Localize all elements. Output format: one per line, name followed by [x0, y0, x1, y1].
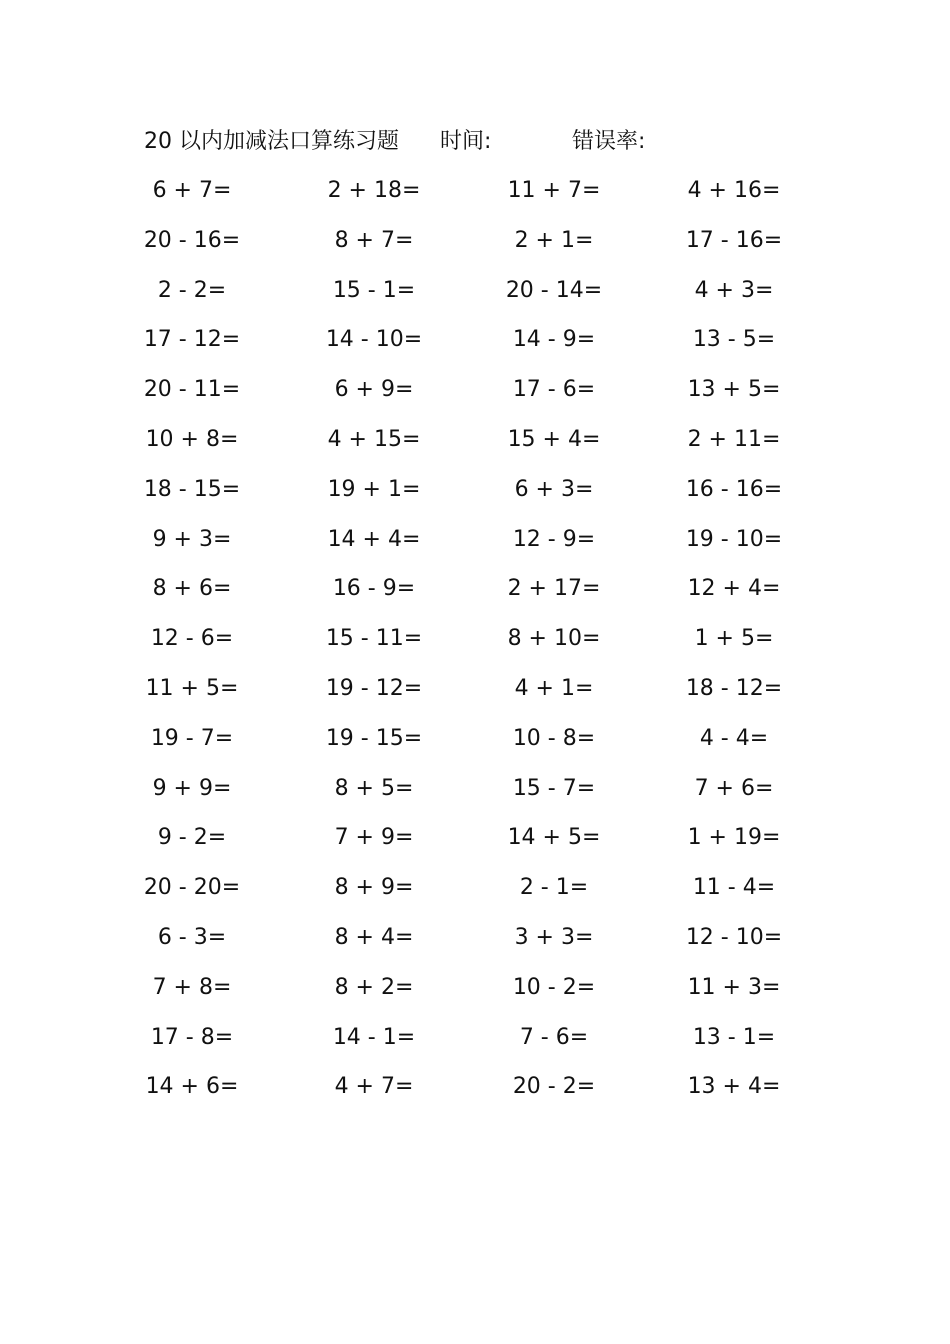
problem-item: 20 - 11= [143, 377, 241, 403]
problem-item: 19 - 7= [150, 725, 234, 751]
problem-item: 2 + 1= [514, 227, 594, 253]
problem-item: 20 - 14= [505, 277, 603, 303]
problem-item: 8 + 2= [334, 974, 414, 1000]
problem-item: 15 + 4= [507, 426, 601, 452]
problem-item: 15 - 7= [512, 775, 596, 801]
problem-row [0, 173, 950, 223]
problem-item: 13 + 5= [687, 377, 781, 403]
problem-item: 13 - 5= [692, 327, 776, 353]
problem-item: 20 - 16= [143, 227, 241, 253]
problem-item: 13 + 4= [687, 1074, 781, 1100]
problem-item: 4 + 15= [327, 426, 421, 452]
problem-item: 19 - 15= [325, 725, 423, 751]
problem-item: 14 + 4= [327, 526, 421, 552]
problem-row [0, 920, 950, 970]
problem-item: 20 - 20= [143, 875, 241, 901]
problem-item: 18 - 12= [685, 675, 783, 701]
problem-item: 16 - 9= [332, 576, 416, 602]
problem-item: 6 + 3= [514, 476, 594, 502]
problem-row [0, 771, 950, 821]
problem-row [0, 472, 950, 522]
time-label: 时间: [440, 129, 492, 154]
problem-item: 17 - 12= [143, 327, 241, 353]
problem-row [0, 970, 950, 1020]
problem-item: 6 + 7= [152, 178, 232, 203]
problem-row [0, 721, 950, 771]
problem-item: 14 - 1= [332, 1024, 416, 1050]
problem-item: 4 + 3= [694, 277, 774, 303]
problem-item: 14 + 5= [507, 825, 601, 851]
problem-item: 10 - 2= [512, 974, 596, 1000]
problem-item: 8 + 10= [507, 626, 601, 652]
error-rate-label: 错误率: [572, 129, 646, 154]
problem-row [0, 273, 950, 323]
problem-item: 14 + 6= [145, 1074, 239, 1100]
problem-item: 12 - 9= [512, 526, 596, 552]
problem-item: 11 + 5= [145, 675, 239, 701]
problem-item: 13 - 1= [692, 1024, 776, 1050]
problem-item: 9 + 3= [152, 526, 232, 552]
problem-item: 10 - 8= [512, 725, 596, 751]
problem-item: 11 - 4= [692, 875, 776, 901]
problem-item: 17 - 6= [512, 377, 596, 403]
problem-item: 12 - 6= [150, 626, 234, 652]
problem-item: 18 - 15= [143, 476, 241, 502]
worksheet-title: 20 以内加减法口算练习题 [144, 129, 399, 154]
problem-item: 4 - 4= [699, 725, 769, 751]
problem-item: 16 - 16= [685, 476, 783, 502]
problem-item: 7 + 6= [694, 775, 774, 801]
problem-grid [0, 173, 950, 1119]
problem-item: 8 + 7= [334, 227, 414, 253]
problem-row [0, 322, 950, 372]
problem-item: 11 + 7= [507, 178, 601, 203]
problem-item: 8 + 5= [334, 775, 414, 801]
problem-row [0, 522, 950, 572]
problem-item: 17 - 16= [685, 227, 783, 253]
problem-item: 7 + 9= [334, 825, 414, 851]
problem-item: 4 + 7= [334, 1074, 414, 1100]
problem-item: 2 - 2= [157, 277, 227, 303]
problem-item: 1 + 19= [687, 825, 781, 851]
problem-row [0, 820, 950, 870]
problem-item: 11 + 3= [687, 974, 781, 1000]
problem-item: 19 - 12= [325, 675, 423, 701]
problem-item: 14 - 10= [325, 327, 423, 353]
problem-item: 15 - 1= [332, 277, 416, 303]
problem-item: 8 + 4= [334, 924, 414, 950]
problem-item: 2 + 17= [507, 576, 601, 602]
problem-item: 6 + 9= [334, 377, 414, 403]
problem-row [0, 671, 950, 721]
problem-item: 17 - 8= [150, 1024, 234, 1050]
problem-row [0, 1020, 950, 1070]
problem-item: 12 - 10= [685, 924, 783, 950]
problem-item: 9 - 2= [157, 825, 227, 851]
problem-item: 8 + 9= [334, 875, 414, 901]
problem-item: 7 + 8= [152, 974, 232, 1000]
problem-row [0, 1069, 950, 1119]
problem-row [0, 422, 950, 472]
problem-row [0, 621, 950, 671]
problem-item: 4 + 1= [514, 675, 594, 701]
problem-item: 2 - 1= [519, 875, 589, 901]
problem-item: 14 - 9= [512, 327, 596, 353]
problem-item: 2 + 18= [327, 178, 421, 203]
problem-item: 19 + 1= [327, 476, 421, 502]
problem-item: 20 - 2= [512, 1074, 596, 1100]
problem-item: 8 + 6= [152, 576, 232, 602]
problem-item: 2 + 11= [687, 426, 781, 452]
problem-row [0, 223, 950, 273]
problem-row [0, 372, 950, 422]
problem-item: 6 - 3= [157, 924, 227, 950]
problem-item: 12 + 4= [687, 576, 781, 602]
problem-item: 4 + 16= [687, 178, 781, 203]
problem-row [0, 571, 950, 621]
problem-item: 3 + 3= [514, 924, 594, 950]
problem-item: 15 - 11= [325, 626, 423, 652]
problem-item: 7 - 6= [519, 1024, 589, 1050]
problem-item: 19 - 10= [685, 526, 783, 552]
problem-item: 10 + 8= [145, 426, 239, 452]
problem-row [0, 870, 950, 920]
problem-item: 9 + 9= [152, 775, 232, 801]
problem-item: 1 + 5= [694, 626, 774, 652]
